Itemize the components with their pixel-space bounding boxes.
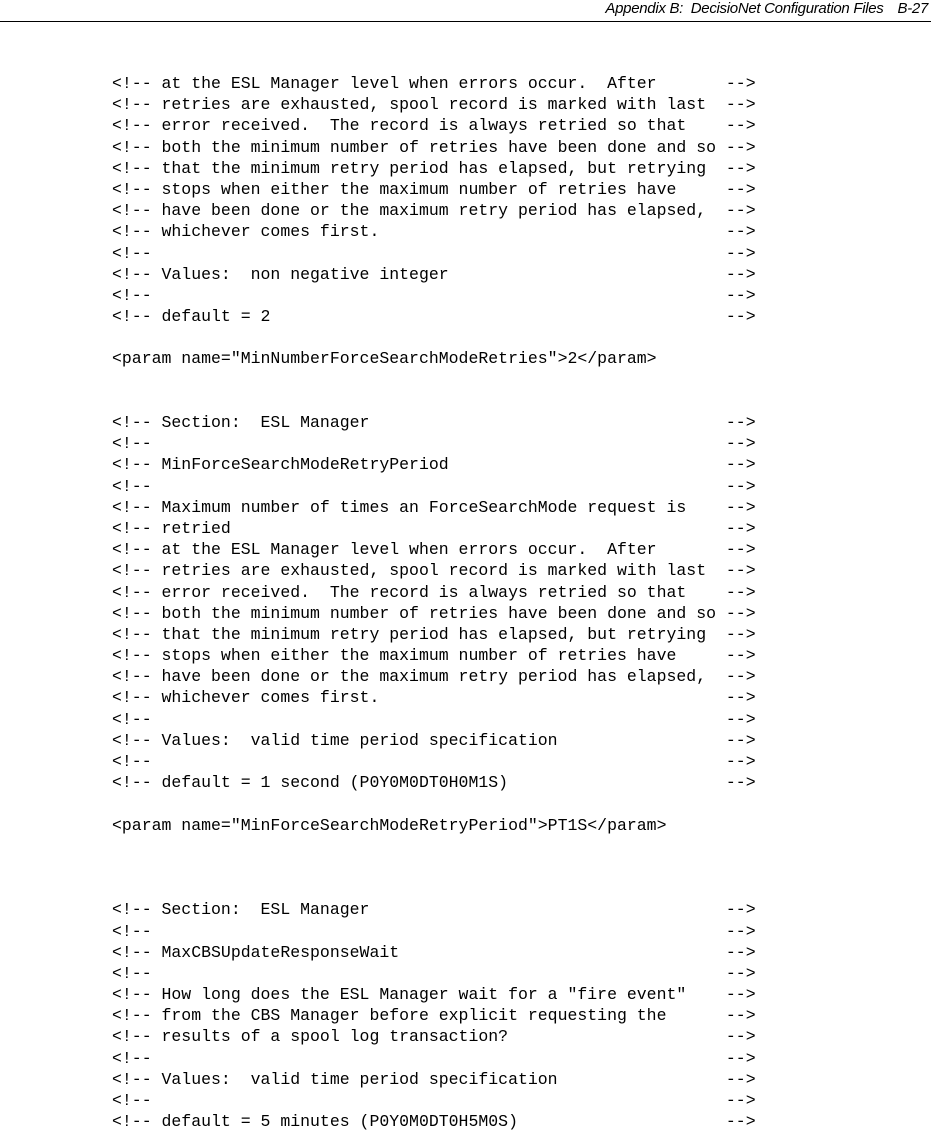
code-line: <!-- results of a spool log transaction? --> xyxy=(112,1027,756,1047)
code-line: <!-- Values: non negative integer --> xyxy=(112,264,756,284)
code-line: <!-- that the minimum retry period has elapsed, but retrying --> xyxy=(112,624,756,644)
code-line: <!-- --> xyxy=(112,963,756,983)
code-line: <!-- whichever comes first. --> xyxy=(112,688,756,708)
code-line: <!-- default = 2 --> xyxy=(112,307,756,327)
code-line: <!-- --> xyxy=(112,1091,756,1110)
code-line xyxy=(112,878,922,899)
header-title: Appendix B: DecisioNet Configuration Files xyxy=(605,0,884,17)
page-header xyxy=(0,0,931,22)
code-line: <!-- both the minimum number of retries have been done and so --> xyxy=(112,137,756,157)
code-line: <!-- that the minimum retry period has elapsed, but retrying --> xyxy=(112,158,756,178)
code-line: <!-- default = 1 second (P0Y0M0DT0H0M1S) --> xyxy=(112,773,756,793)
code-line: <!-- default = 5 minutes (P0Y0M0DT0H5M0S) --> xyxy=(112,1112,756,1132)
code-line: <!-- have been done or the maximum retry period has elapsed, --> xyxy=(112,667,756,687)
code-line: <!-- whichever comes first. --> xyxy=(112,222,756,242)
code-line: <!-- --> xyxy=(112,434,756,454)
code-line xyxy=(112,857,922,878)
running-header xyxy=(605,0,928,17)
config-code-listing xyxy=(112,73,922,1132)
code-line: <!-- retries are exhausted, spool record is marked with last --> xyxy=(112,561,756,581)
code-line: <!-- Values: valid time period specification --> xyxy=(112,730,756,750)
code-line: <!-- How long does the ESL Manager wait for a "fire event" --> xyxy=(112,985,756,1005)
code-line: <!-- --> xyxy=(112,476,756,496)
code-line: <!-- from the CBS Manager before explicit requesting the --> xyxy=(112,1006,756,1026)
code-line: <!-- --> xyxy=(112,752,756,771)
code-line: <!-- --> xyxy=(112,285,756,305)
code-line xyxy=(112,370,922,391)
code-line: <!-- retried --> xyxy=(112,518,756,538)
code-line: <!-- at the ESL Manager level when errors occur. After --> xyxy=(112,74,756,93)
code-line xyxy=(112,391,922,412)
code-line: <!-- have been done or the maximum retry period has elapsed, --> xyxy=(112,201,756,221)
code-line xyxy=(112,836,922,857)
code-line: <!-- --> xyxy=(112,709,756,729)
code-line: <!-- Maximum number of times an ForceSearchMode request is --> xyxy=(112,497,756,517)
code-line xyxy=(112,327,922,348)
code-line: <!-- --> xyxy=(112,243,756,263)
code-line: <!-- Values: valid time period specification --> xyxy=(112,1069,756,1089)
code-line: <!-- stops when either the maximum number of retries have --> xyxy=(112,646,756,666)
code-line: <param name="MinNumberForceSearchModeRetries">2</param> xyxy=(112,349,657,369)
code-line: <!-- MinForceSearchModeRetryPeriod --> xyxy=(112,455,756,475)
code-line: <!-- MaxCBSUpdateResponseWait --> xyxy=(112,942,756,962)
code-line xyxy=(112,793,922,814)
code-line: <!-- both the minimum number of retries have been done and so --> xyxy=(112,603,756,623)
code-line: <!-- at the ESL Manager level when errors occur. After --> xyxy=(112,540,756,560)
code-line: <!-- error received. The record is always retried so that --> xyxy=(112,116,756,136)
code-line: <param name="MinForceSearchModeRetryPeriod">PT1S</param> xyxy=(112,815,667,835)
code-line: <!-- error received. The record is always retried so that --> xyxy=(112,582,756,602)
code-line: <!-- retries are exhausted, spool record is marked with last --> xyxy=(112,95,756,115)
code-line: <!-- Section: ESL Manager --> xyxy=(112,900,756,920)
code-line: <!-- --> xyxy=(112,1048,756,1068)
code-line: <!-- Section: ESL Manager --> xyxy=(112,413,756,432)
page-number: B-27 xyxy=(897,0,928,17)
code-line: <!-- --> xyxy=(112,921,756,941)
code-line: <!-- stops when either the maximum number of retries have --> xyxy=(112,179,756,199)
